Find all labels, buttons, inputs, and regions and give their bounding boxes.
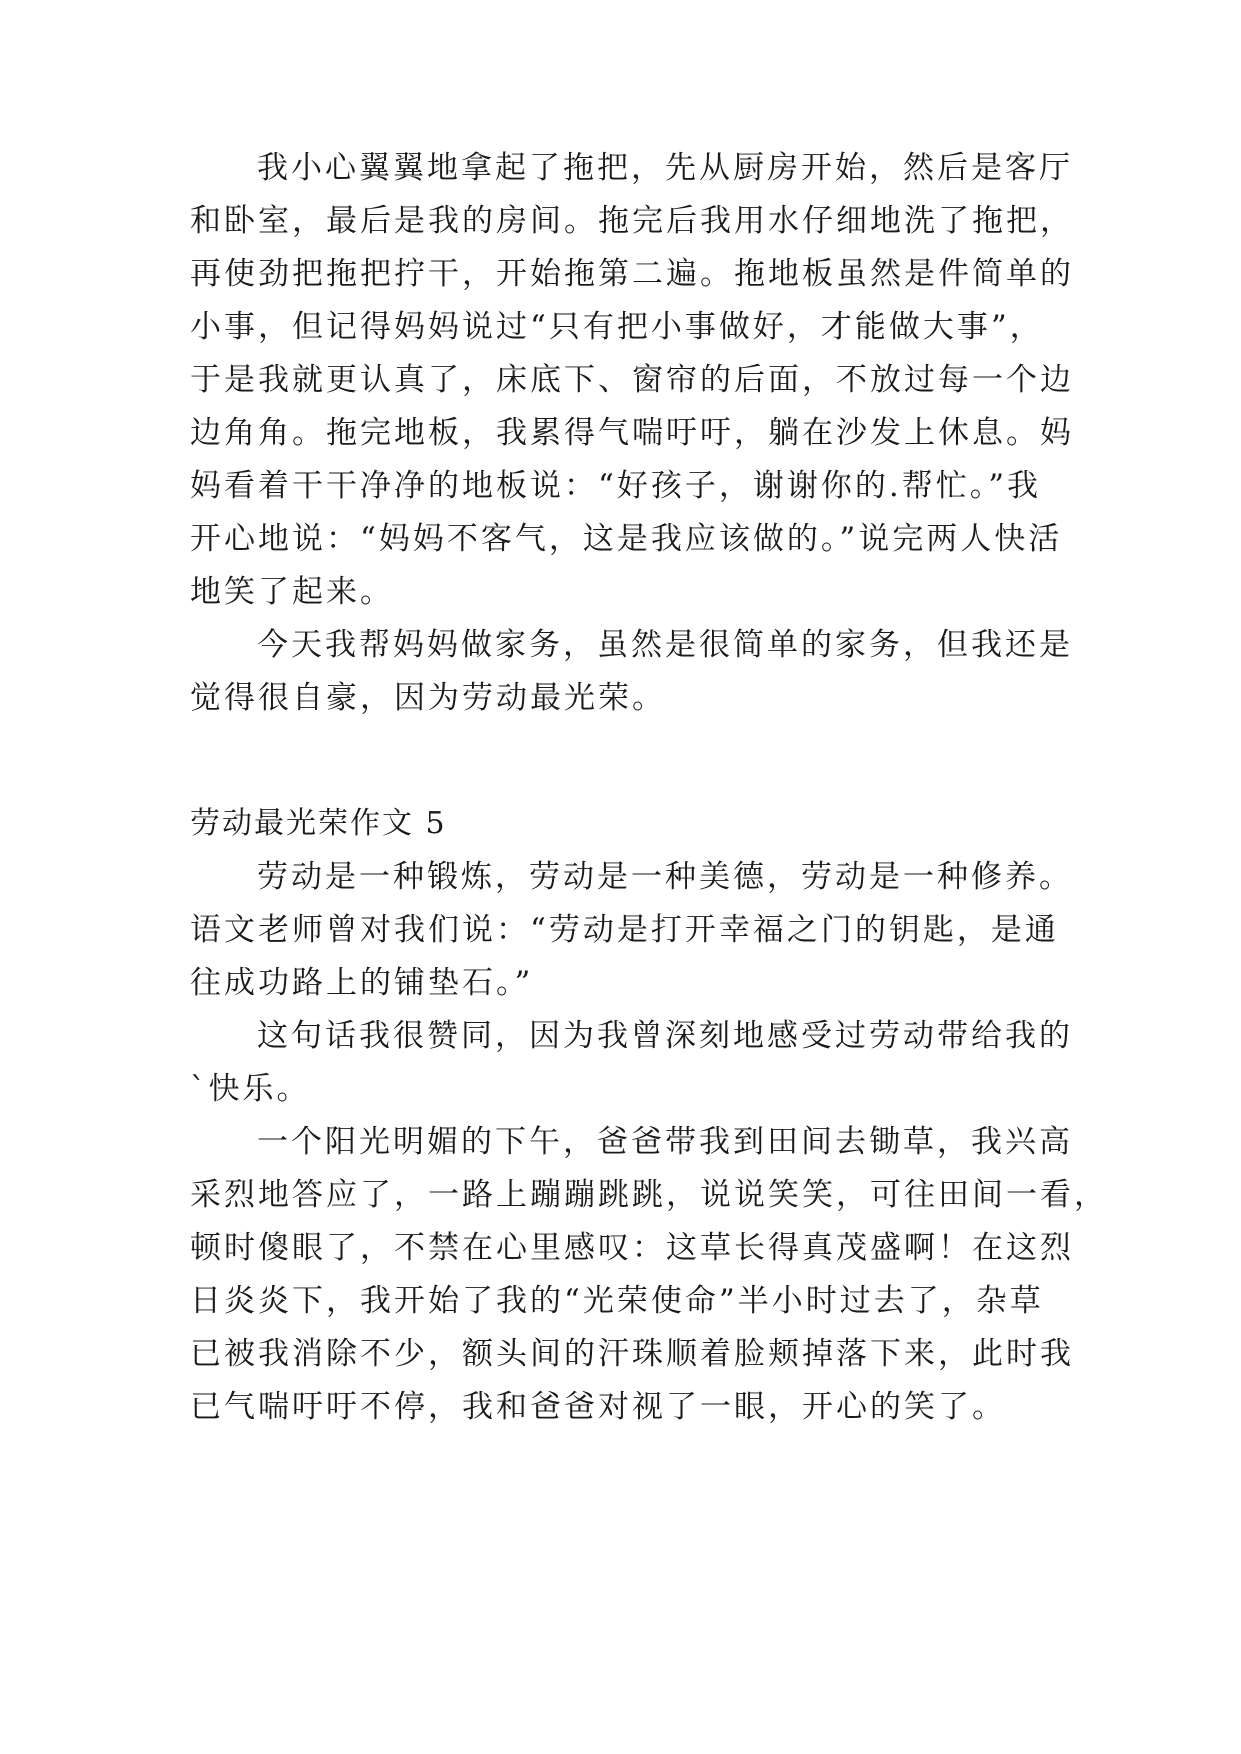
text-line: 地笑了起来。 — [190, 574, 394, 610]
text-line: 小事，但记得妈妈说过“只有把小事做好，才能做大事”， — [190, 309, 1044, 345]
text-line: 已气喘吁吁不停，我和爸爸对视了一眼，开心的笑了。 — [190, 1389, 1006, 1425]
text-line: 这句话我很赞同，因为我曾深刻地感受过劳动带给我的 — [257, 1018, 1073, 1054]
text-line: 劳动是一种锻炼，劳动是一种美德，劳动是一种修养。 — [257, 859, 1073, 895]
text-line: 往成功路上的铺垫石。” — [190, 965, 534, 1001]
text-line: 日炎炎下，我开始了我的“光荣使命”半小时过去了，杂草 — [190, 1283, 1044, 1319]
text-line: 妈看着干干净净的地板说：“好孩子，谢谢你的.帮忙。”我 — [190, 468, 1042, 504]
essay-title: 劳动最光荣作文 5 — [190, 806, 447, 841]
text-line: 开心地说：“妈妈不客气，这是我应该做的。”说完两人快活 — [190, 521, 1063, 557]
text-line: 我小心翼翼地拿起了拖把，先从厨房开始，然后是客厅 — [257, 150, 1073, 186]
text-line: 于是我就更认真了，床底下、窗帘的后面，不放过每一个边 — [190, 362, 1074, 398]
text-line: 顿时傻眼了，不禁在心里感叹：这草长得真茂盛啊！在这烈 — [190, 1230, 1074, 1266]
text-line: 采烈地答应了，一路上蹦蹦跳跳，说说笑笑，可往田间一看， — [190, 1177, 1108, 1213]
text-line: `快乐。 — [190, 1071, 311, 1107]
text-line: 今天我帮妈妈做家务，虽然是很简单的家务，但我还是 — [257, 627, 1073, 663]
text-line: 已被我消除不少，额头间的汗珠顺着脸颊掉落下来，此时我 — [190, 1336, 1074, 1372]
text-line: 语文老师曾对我们说：“劳动是打开幸福之门的钥匙，是通 — [190, 912, 1059, 948]
text-line: 觉得很自豪，因为劳动最光荣。 — [190, 680, 666, 716]
text-line: 和卧室，最后是我的房间。拖完后我用水仔细地洗了拖把， — [190, 203, 1074, 239]
text-line: 一个阳光明媚的下午，爸爸带我到田间去锄草，我兴高 — [257, 1124, 1073, 1160]
text-line: 再使劲把拖把拧干，开始拖第二遍。拖地板虽然是件简单的 — [190, 256, 1074, 292]
text-line: 边角角。拖完地板，我累得气喘吁吁，躺在沙发上休息。妈 — [190, 415, 1074, 451]
